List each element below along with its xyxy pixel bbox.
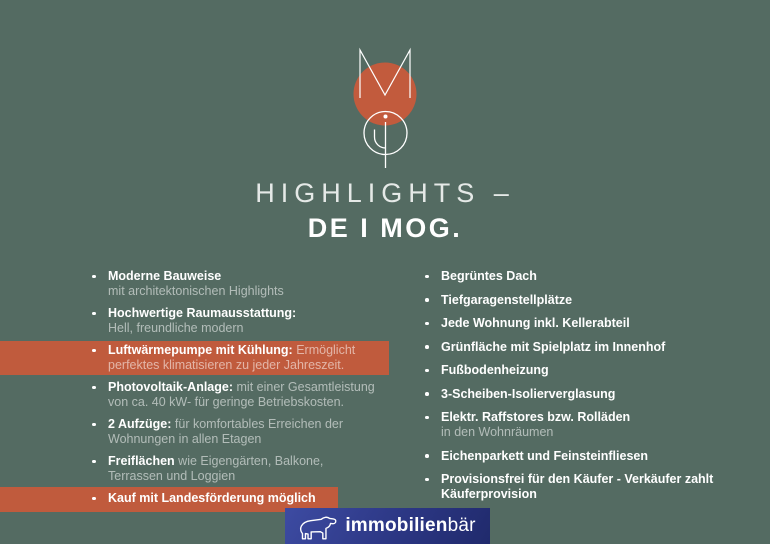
list-item — [90, 306, 378, 336]
list-item — [90, 417, 378, 447]
list-item — [423, 340, 743, 355]
item-title: 2 Aufzüge: — [108, 417, 172, 431]
item-title: Fußbodenheizung — [441, 363, 549, 377]
item-title: Moderne Bauweise — [108, 269, 222, 283]
item-title: Begrüntes Dach — [441, 269, 537, 283]
item-detail: für komfortables Erreichen der Wohnungen in allen Etagen — [108, 417, 344, 446]
item-title: Elektr. Raffstores bzw. Rolläden — [441, 410, 631, 424]
item-title: 3-Scheiben-Isolierverglasung — [441, 386, 616, 401]
list-item — [423, 316, 743, 331]
item-title: Photovoltaik-Anlage: — [108, 380, 234, 394]
brand-word-bold: immobilien — [345, 515, 448, 536]
item-detail: mit einer Gesamtleistung von ca. 40 kW- für geringe Betriebskosten. — [108, 380, 375, 409]
item-title: Tiefgaragenstellplätze — [441, 292, 573, 307]
item-title: Hochwertige Raumausstattung: — [108, 306, 297, 320]
item-title: Jede Wohnung inkl. Kellerabteil — [441, 316, 630, 330]
bear-icon — [299, 514, 339, 541]
mgi-monogram-logo — [343, 46, 427, 172]
item-title: Grünfläche mit Spielplatz im Innenhof — [441, 339, 666, 354]
item-title: Kauf mit Landesförderung möglich — [108, 491, 316, 505]
logo-letter-i-dot — [384, 115, 388, 119]
list-item — [423, 449, 743, 464]
list-item — [423, 410, 743, 440]
logo-letter-g-hook — [375, 130, 386, 149]
right-bullet-list — [423, 269, 743, 511]
item-detail: mit architektonischen Highlights — [108, 284, 284, 298]
item-detail: in den Wohnräumen — [441, 425, 554, 439]
item-detail: Hell, freundliche modern — [108, 321, 244, 335]
item-title: Freiflächen — [108, 454, 175, 468]
list-item-highlighted — [90, 491, 378, 506]
list-item — [90, 269, 378, 299]
heading-highlights: HIGHLIGHTS – — [255, 178, 515, 208]
list-item-highlighted — [90, 343, 378, 373]
item-detail: Ermöglicht perfektes klimatisieren zu jeder Jahreszeit. — [108, 343, 356, 372]
item-detail: wie Eigengärten, Balkone, Terrassen und Loggien — [108, 454, 324, 483]
brand-wordmark — [345, 515, 475, 537]
brand-word-light: bär — [447, 515, 476, 536]
left-bullet-list — [90, 269, 378, 513]
item-title: Eichenparkett und Feinsteinfliesen — [441, 448, 648, 463]
immobilienbaer-logo — [285, 508, 490, 544]
item-title: Provisionsfrei für den Käufer - Verkäufer zahlt Käuferprovision — [441, 472, 714, 501]
heading-de-i-mog: DE I MOG. — [307, 213, 463, 243]
list-item — [423, 363, 743, 378]
item-title: Luftwärmepumpe mit Kühlung: — [108, 343, 293, 357]
list-item — [423, 293, 743, 308]
list-item — [423, 472, 743, 502]
list-item — [90, 454, 378, 484]
list-item — [423, 387, 743, 402]
list-item — [90, 380, 378, 410]
list-item — [423, 269, 743, 284]
